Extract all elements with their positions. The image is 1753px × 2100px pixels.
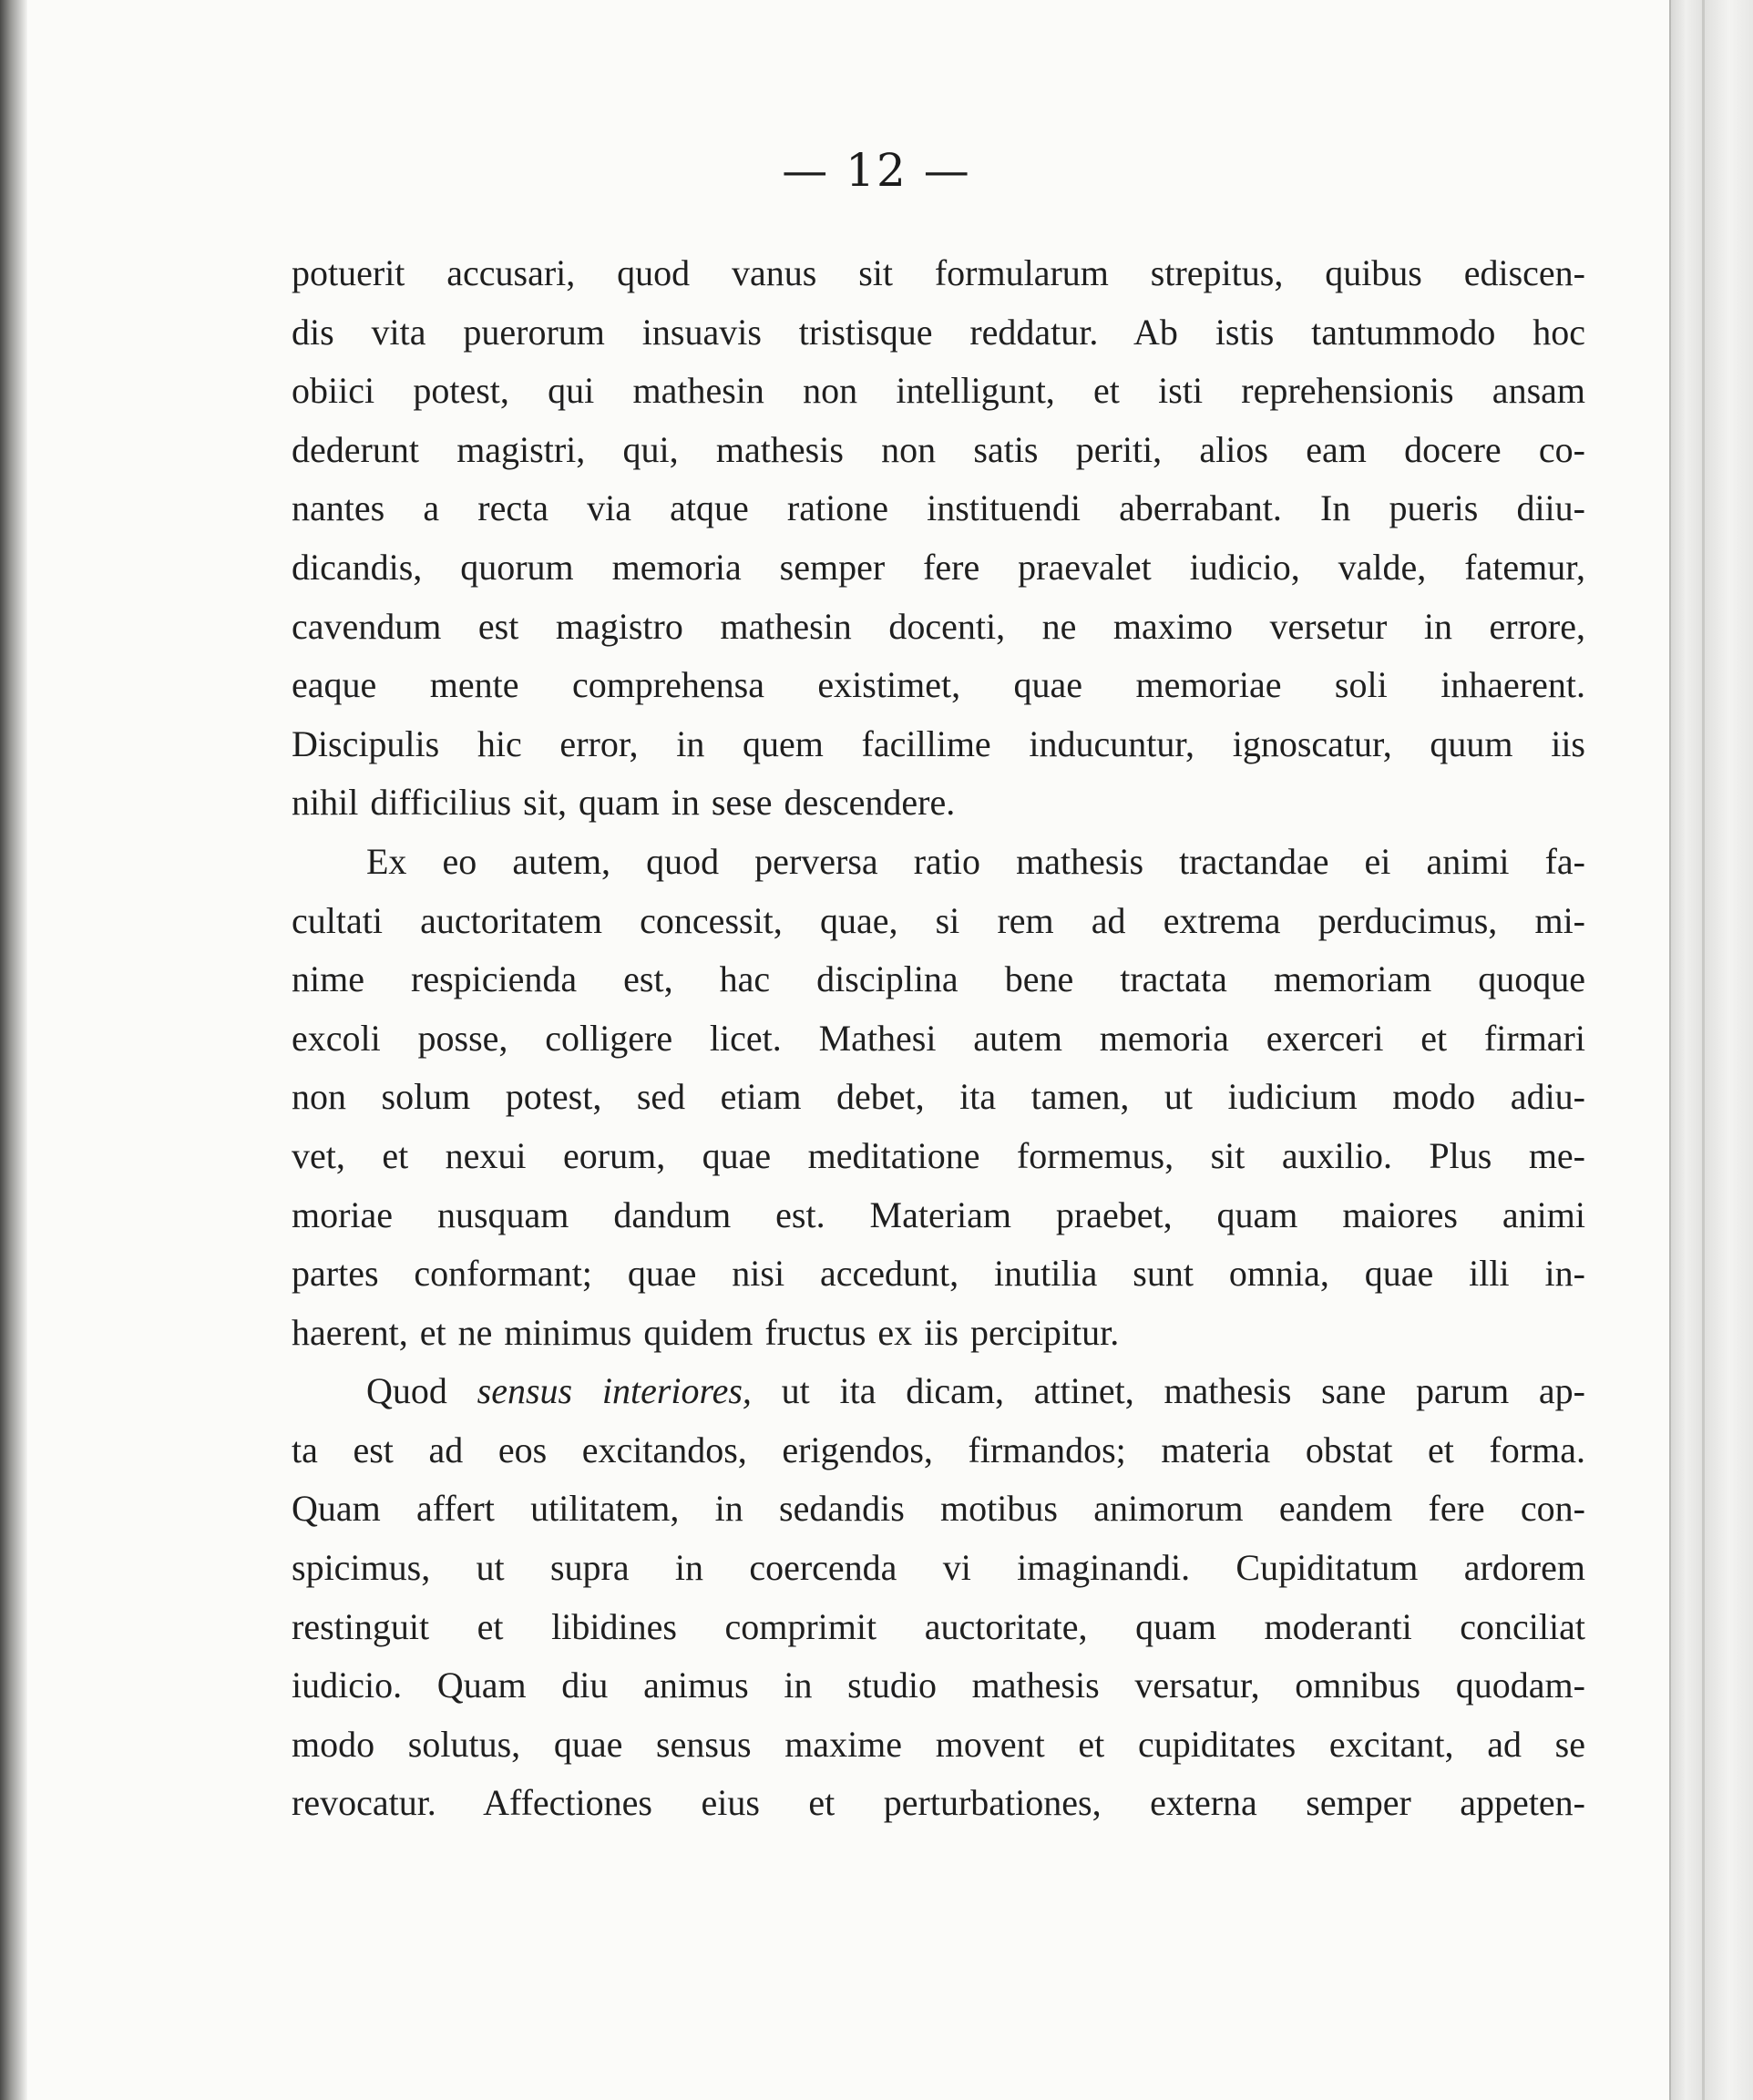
text-line: spicimus, ut supra in coercenda vi imaginandi. Cupiditatum ardorem bbox=[292, 1547, 1585, 1589]
page-number-header: — 12 — bbox=[782, 144, 971, 197]
text-line: ta est ad eos excitandos, erigendos, firmandos; materia obstat et forma. bbox=[292, 1429, 1585, 1470]
text-segment: ut ita dicam, attinet, mathesis sane parum ap- bbox=[781, 1370, 1586, 1412]
text-line: cultati auctoritatem concessit, quae, si rem ad extrema perducimus, mi- bbox=[292, 899, 1585, 941]
text-segment: Quod bbox=[366, 1370, 447, 1412]
text-line: vet, et nexui eorum, quae meditatione formemus, sit auxilio. Plus me- bbox=[292, 1134, 1585, 1176]
paragraph-start-line bbox=[292, 1362, 1585, 1421]
text-line: dederunt magistri, qui, mathesis non satis periti, alios eam docere co- bbox=[292, 428, 1585, 470]
text-line: obiici potest, qui mathesin non intelligunt, et isti reprehensionis ansam bbox=[292, 370, 1585, 412]
text-line: Discipulis hic error, in quem facillime inducuntur, ignoscatur, quum iis bbox=[292, 722, 1585, 764]
text-line: restinguit et libidines comprimit auctoritate, quam moderanti conciliat bbox=[292, 1605, 1585, 1647]
text-line: eaque mente comprehensa existimet, quae memoriae soli inhaerent. bbox=[292, 664, 1585, 706]
italic-phrase: sensus interiores, bbox=[477, 1370, 752, 1412]
binding-shadow bbox=[0, 0, 27, 2100]
body-text bbox=[292, 244, 1585, 1833]
text-line: revocatur. Affectiones eius et perturbationes, externa semper appeten- bbox=[292, 1782, 1585, 1824]
text-line: nime respicienda est, hac disciplina bene tractata memoriam quoque bbox=[292, 958, 1585, 1000]
text-line: potuerit accusari, quod vanus sit formularum strepitus, quibus ediscen- bbox=[292, 252, 1585, 293]
text-line: nantes a recta via atque ratione instituendi aberrabant. In pueris diiu- bbox=[292, 487, 1585, 529]
text-line: partes conformant; quae nisi accedunt, inutilia sunt omnia, quae illi in- bbox=[292, 1253, 1585, 1295]
text-line: dicandis, quorum memoria semper fere praevalet iudicio, valde, fatemur, bbox=[292, 546, 1585, 588]
text-line: dis vita puerorum insuavis tristisque reddatur. Ab istis tantummodo hoc bbox=[292, 311, 1585, 353]
text-line: iudicio. Quam diu animus in studio mathesis versatur, omnibus quodam- bbox=[292, 1665, 1585, 1706]
paragraph-start-line: Ex eo autem, quod perversa ratio mathesis tractandae ei animi fa- bbox=[366, 840, 1585, 882]
text-line: non solum potest, sed etiam debet, ita tamen, ut iudicium modo adiu- bbox=[292, 1076, 1585, 1118]
text-line: cavendum est magistro mathesin docenti, ne maximo versetur in errore, bbox=[292, 605, 1585, 647]
page-edge-line bbox=[1702, 0, 1705, 2100]
text-line: excoli posse, colligere licet. Mathesi autem memoria exerceri et firmari bbox=[292, 1017, 1585, 1059]
text-line: modo solutus, quae sensus maxime movent et cupiditates excitant, ad se bbox=[292, 1723, 1585, 1765]
text-line: Quam affert utilitatem, in sedandis motibus animorum eandem fere con- bbox=[292, 1488, 1585, 1530]
text-line: moriae nusquam dandum est. Materiam praebet, quam maiores animi bbox=[292, 1193, 1585, 1235]
paragraph-end-line: nihil difficilius sit, quam in sese descendere. bbox=[292, 782, 956, 824]
page-edge bbox=[1669, 0, 1753, 2100]
paragraph-end-line: haerent, et ne minimus quidem fructus ex iis percipitur. bbox=[292, 1311, 1120, 1353]
